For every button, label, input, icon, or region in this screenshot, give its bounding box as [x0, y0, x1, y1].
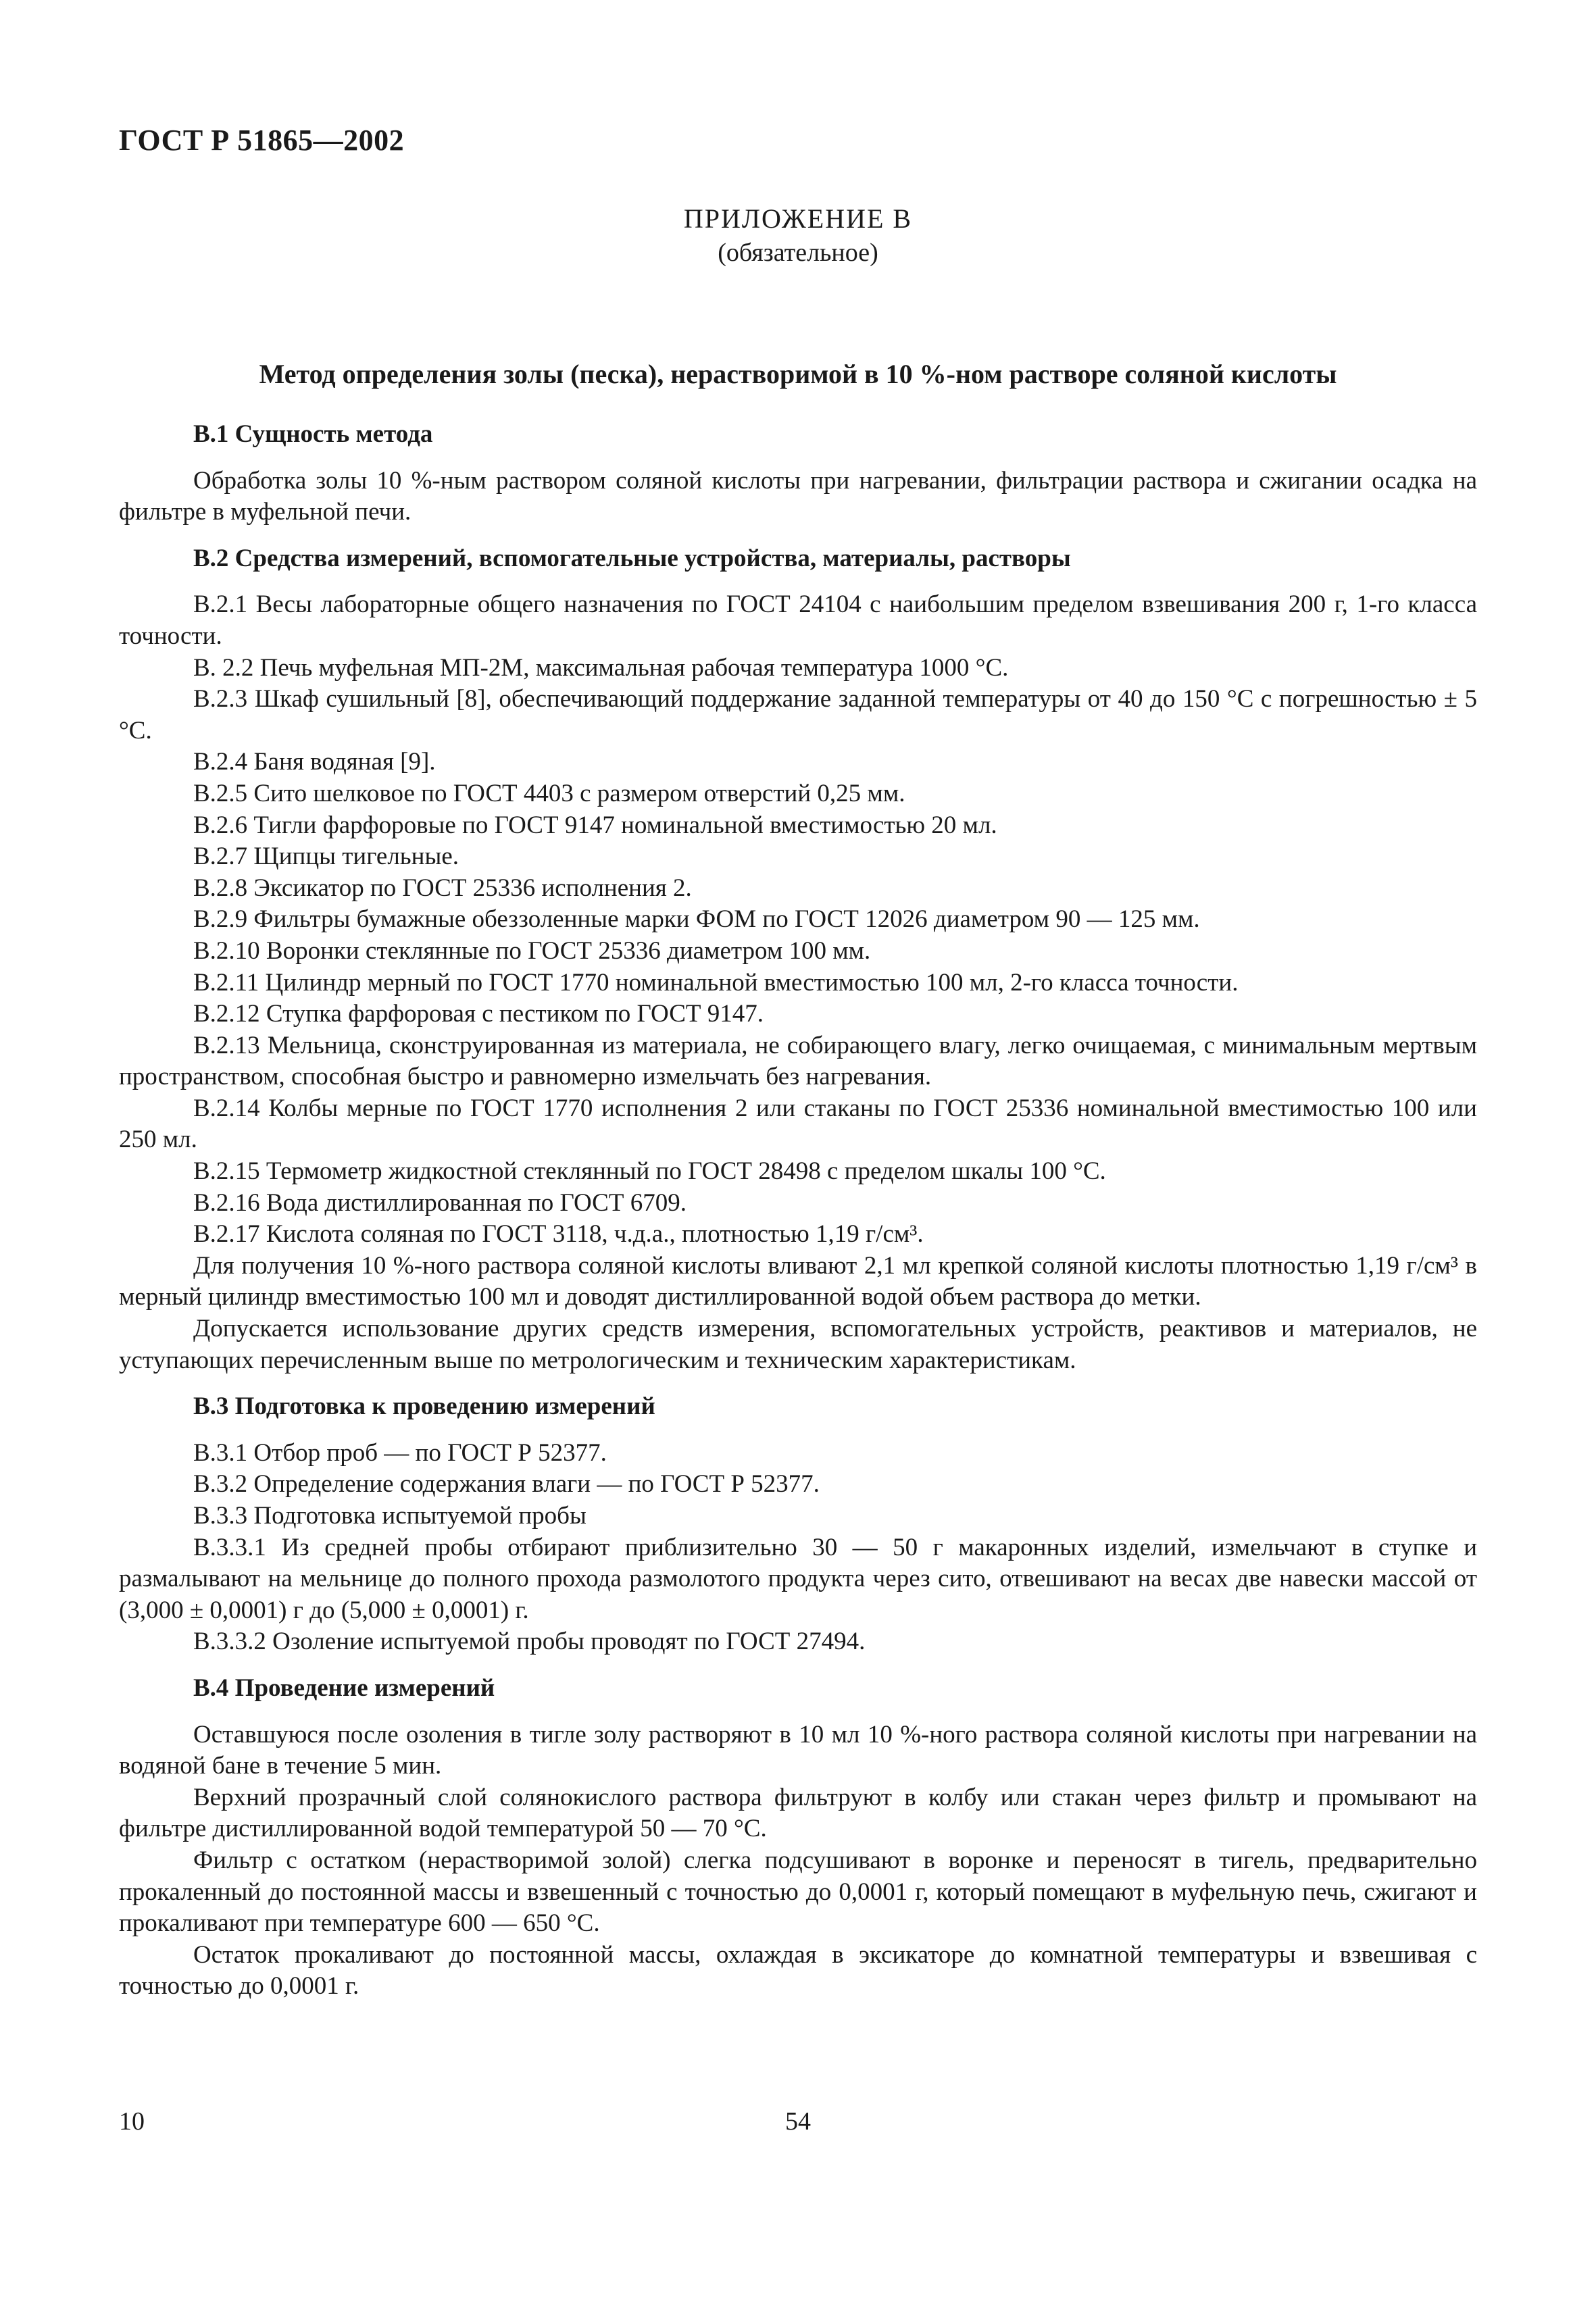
document-id: ГОСТ Р 51865—2002: [119, 124, 405, 157]
list-item: В.2.10 Воронки стеклянные по ГОСТ 25336 диаметром 100 мм.: [193, 936, 871, 965]
list-item: В.3.3 Подготовка испытуемой пробы: [193, 1502, 587, 1530]
document-body: [119, 419, 1477, 2003]
list-item: В.2.8 Эксикатор по ГОСТ 25336 исполнения 2.: [193, 874, 692, 902]
list-item: В.2.16 Вода дистиллированная по ГОСТ 6709.: [193, 1188, 687, 1217]
list-item: Остаток прокаливают до постоянной массы, охлаждая в эксикаторе до комнатной температуры и взвешивая с точностью до 0,0001 г.: [119, 1940, 1477, 2001]
list-item: Фильтр с остатком (нерастворимой золой) слегка подсушивают в воронке и переносят в тигель, предварительно прокаленный до постоянной массы и взвешенный с точностью до 0,0001 г, который помещают в муфельную печь, сжигают и прокаливают при температуре 600 — 650 °С.: [119, 1846, 1477, 1938]
section-heading-b2: В.2 Средства измерений, вспомогательные устройства, материалы, растворы: [193, 544, 1071, 572]
list-item: В.2.9 Фильтры бумажные обеззоленные марки ФОМ по ГОСТ 12026 диаметром 90 — 125 мм.: [193, 905, 1200, 934]
page-number-center: 54: [785, 2107, 811, 2136]
list-item: В.2.3 Шкаф сушильный [8], обеспечивающий поддержание заданной температуры от 40 до 150 °С с погрешностью ± 5 °С.: [119, 685, 1477, 745]
list-item: В.3.3.2 Озоление испытуемой пробы проводят по ГОСТ 27494.: [193, 1628, 866, 1656]
list-item: В.2.12 Ступка фарфоровая с пестиком по ГОСТ 9147.: [193, 1000, 764, 1028]
list-item: Для получения 10 %-ного раствора соляной кислоты вливают 2,1 мл крепкой соляной кислоты плотностью 1,19 г/см³ в мерный цилиндр вместимостью 100 мл и доводят дистиллированной водой объем раствора до метки.: [119, 1251, 1477, 1311]
list-item: В.2.13 Мельница, сконструированная из материала, не собирающего влагу, легко очищаемая, с минимальным мертвым пространством, способная быстро и равномерно измельчать без нагревания.: [119, 1031, 1477, 1091]
appendix-subtitle: (обязательное): [718, 238, 878, 267]
section-heading-b4: В.4 Проведение измерений: [193, 1674, 495, 1702]
list-item: Допускается использование других средств измерения, вспомогательных устройств, реактивов и материалов, не уступающих перечисленным выше по метрологическим и техническим характеристикам.: [119, 1315, 1477, 1374]
appendix-title: ПРИЛОЖЕНИЕ В: [683, 203, 913, 234]
list-item: В.2.4 Баня водяная [9].: [193, 748, 436, 776]
list-item: В.3.3.1 Из средней пробы отбирают приблизительно 30 — 50 г макаронных изделий, измельчают в ступке и размалывают на мельнице до полного прохода размолотого продукта через сито, отвешивают на весах две навески массой от (3,000 ± 0,0001) г до (5,000 ± 0,0001) г.: [119, 1533, 1477, 1624]
section-heading-b1: В.1 Сущность метода: [193, 420, 433, 448]
list-item: В.2.7 Щипцы тигельные.: [193, 842, 459, 871]
list-item: Оставшуюся после озоления в тигле золу растворяют в 10 мл 10 %-ного раствора соляной кислоты при нагревании на водяной бане в течение 5 мин.: [119, 1720, 1477, 1780]
list-item: В.2.6 Тигли фарфоровые по ГОСТ 9147 номинальной вместимостью 20 мл.: [193, 811, 997, 839]
method-title: Метод определения золы (песка), нерастворимой в 10 %-ном растворе соляной кислоты: [259, 359, 1337, 389]
list-item: В.2.1 Весы лабораторные общего назначения по ГОСТ 24104 с наибольшим пределом взвешивания 200 г, 1-го класса точности.: [119, 590, 1477, 650]
list-item: В.2.11 Цилиндр мерный по ГОСТ 1770 номинальной вместимостью 100 мл, 2-го класса точности.: [193, 968, 1239, 997]
list-item: В.2.14 Колбы мерные по ГОСТ 1770 исполнения 2 или стаканы по ГОСТ 25336 номинальной вместимостью 100 или 250 мл.: [119, 1094, 1477, 1154]
section-heading-b3: В.3 Подготовка к проведению измерений: [193, 1392, 655, 1421]
paragraph-b1: Обработка золы 10 %-ным раствором соляной кислоты при нагревании, фильтрации раствора и сжигании осадка на фильтре в муфельной печи.: [119, 466, 1477, 526]
list-item: В.2.15 Термометр жидкостной стеклянный по ГОСТ 28498 с пределом шкалы 100 °С.: [193, 1157, 1106, 1186]
page-number-left: 10: [119, 2107, 145, 2136]
list-item: В.2.5 Сито шелковое по ГОСТ 4403 с размером отверстий 0,25 мм.: [193, 779, 905, 807]
list-item: В.2.17 Кислота соляная по ГОСТ 3118, ч.д.а., плотностью 1,19 г/см³.: [193, 1220, 924, 1249]
list-item: В.3.2 Определение содержания влаги — по ГОСТ Р 52377.: [193, 1470, 820, 1499]
list-item: В.3.1 Отбор проб — по ГОСТ Р 52377.: [193, 1438, 607, 1467]
list-item: В. 2.2 Печь муфельная МП-2М, максимальная рабочая температура 1000 °С.: [193, 653, 1009, 682]
list-item: Верхний прозрачный слой солянокислого раствора фильтруют в колбу или стакан через фильтр и промывают на фильтре дистиллированной водой температурой 50 — 70 °С.: [119, 1783, 1477, 1843]
